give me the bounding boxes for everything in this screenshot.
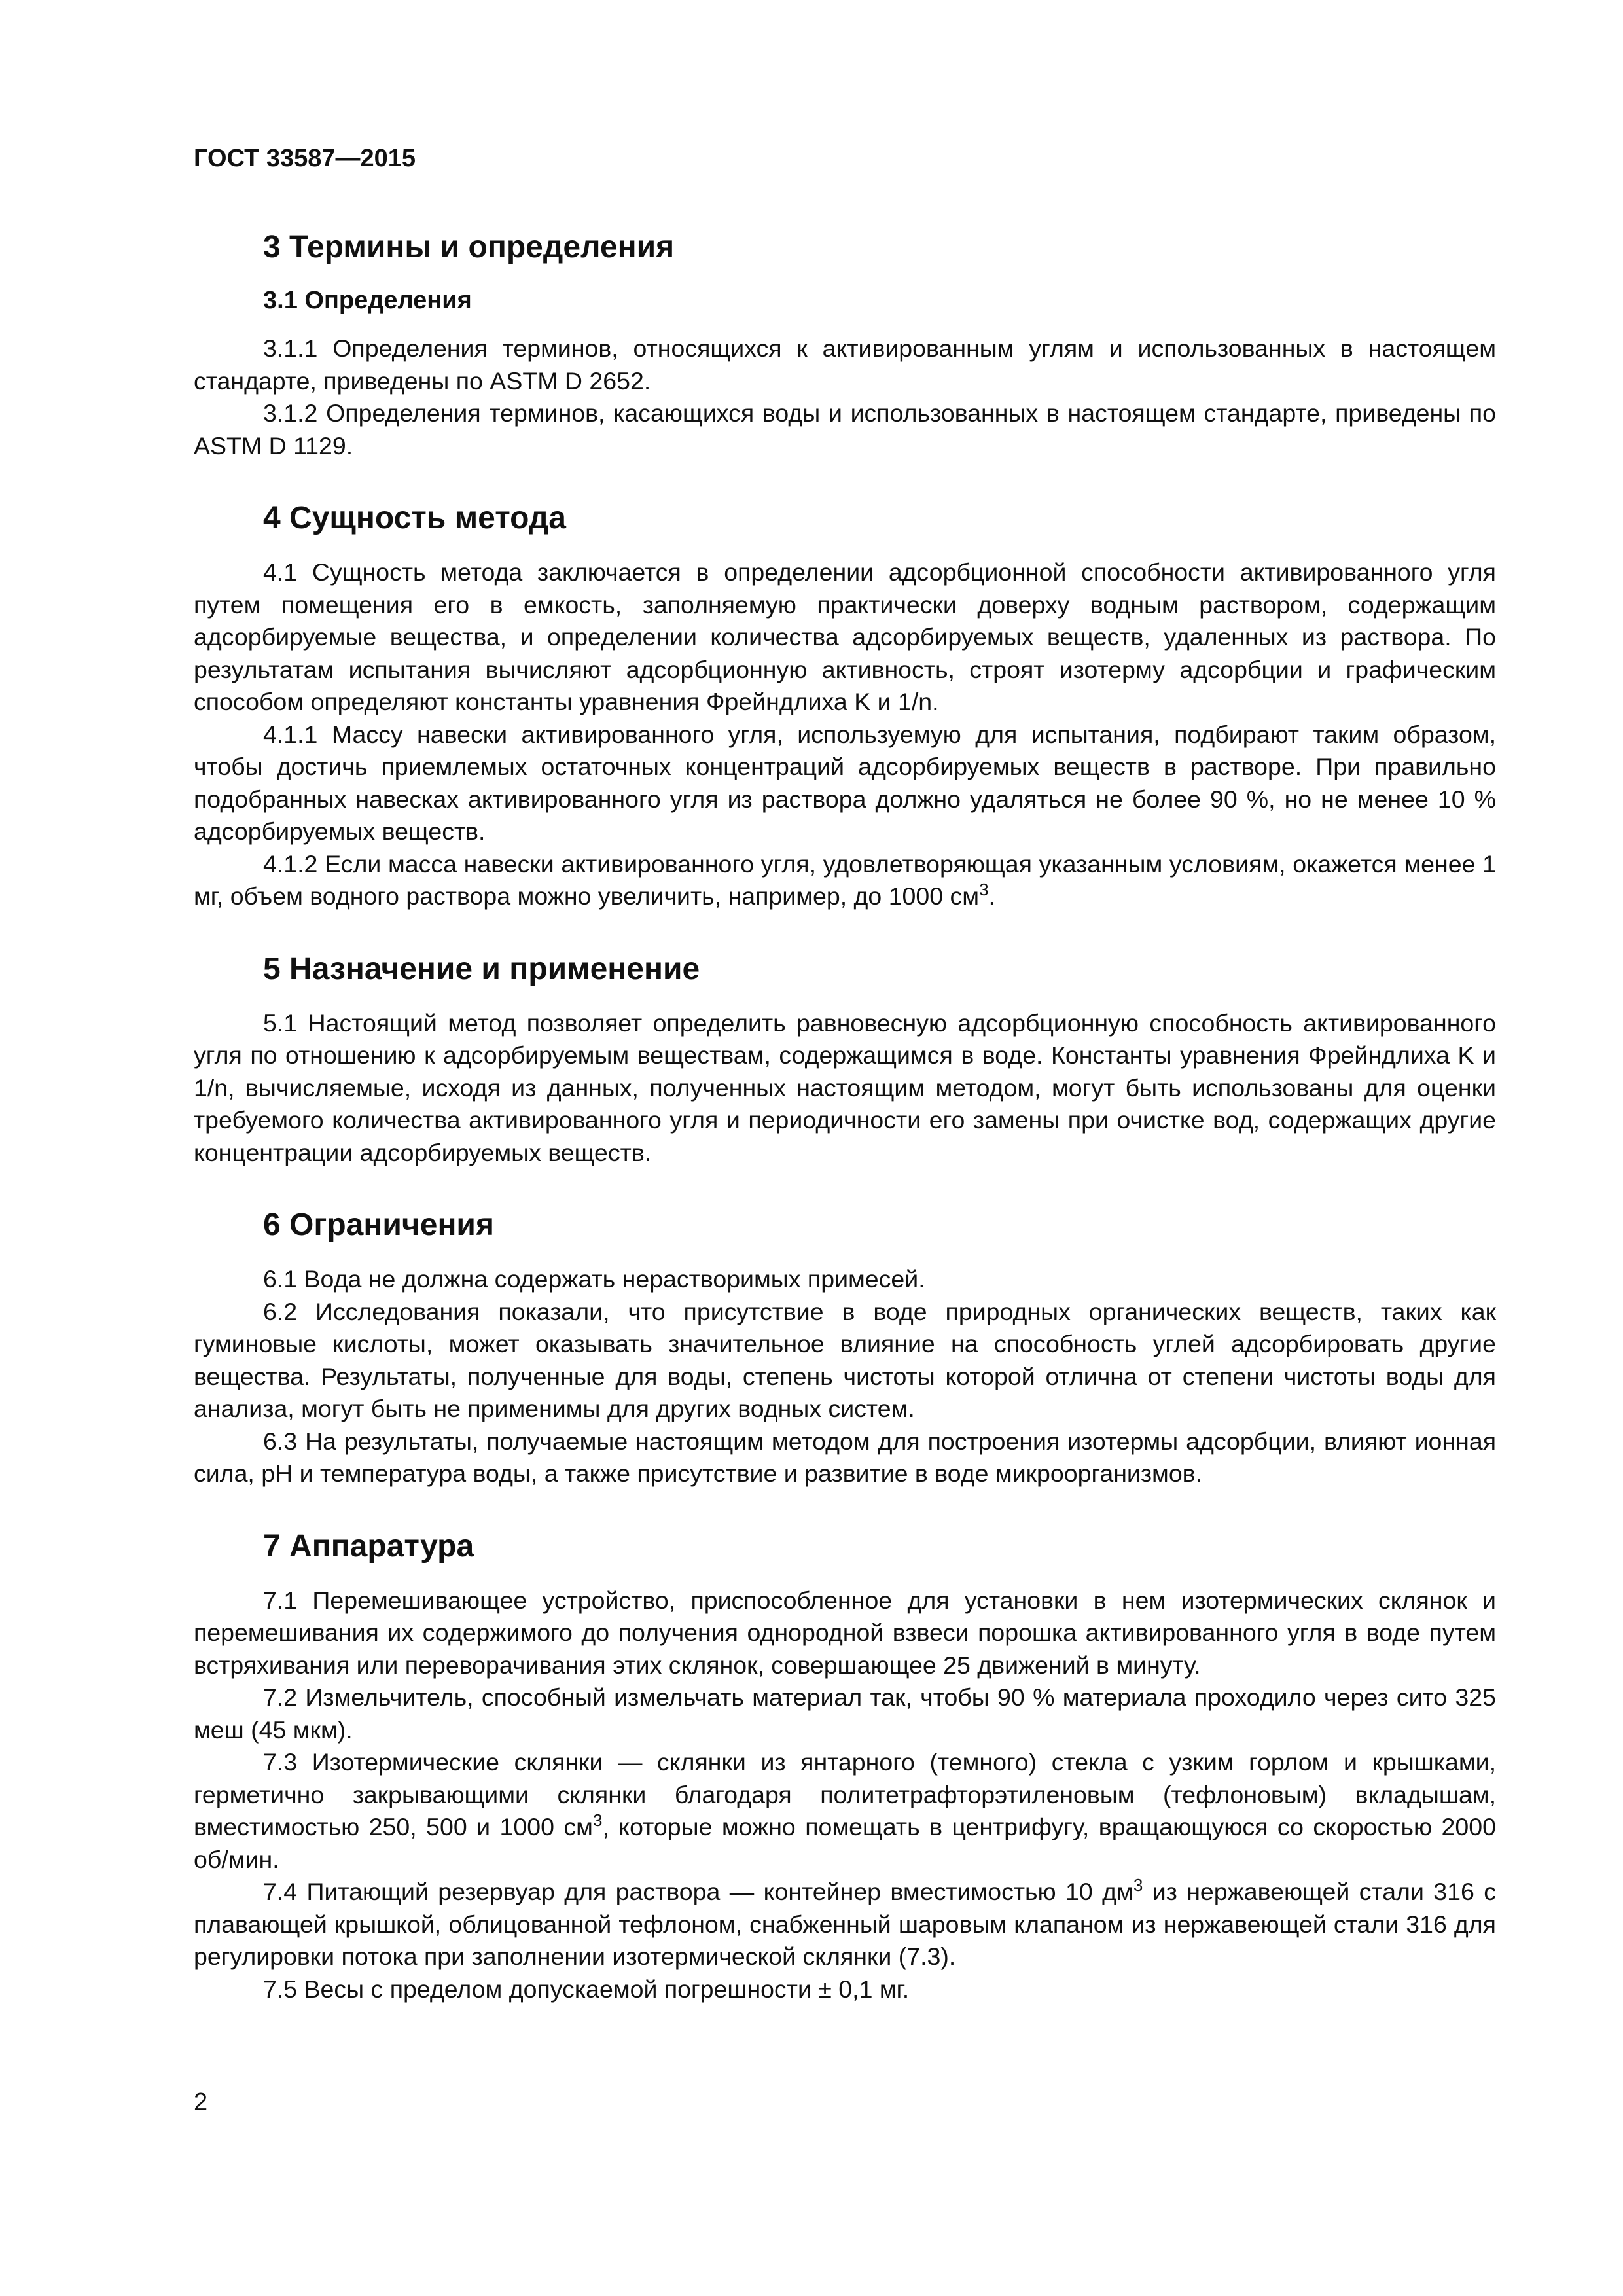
section-3 bbox=[194, 229, 1496, 462]
section-4 bbox=[194, 500, 1496, 913]
paragraph bbox=[194, 1876, 1496, 1973]
paragraph-text: из нержавеющей стали 316 с плавающей крышкой, облицованной тефлоном, снабженный шаровым клапаном из нержавеющей стали 316 для регулировки потока при заполнении изотермической склянки (7.3). bbox=[194, 1878, 1496, 1970]
paragraph-text: . bbox=[988, 882, 995, 910]
paragraph: 7.5 Весы с пределом допускаемой погрешности ± 0,1 мг. bbox=[263, 1975, 910, 2003]
paragraph: 4.1 Сущность метода заключается в определении адсорбционной способности активированного угля путем помещения его в емкость, заполняемую практически доверху водным раствором, содержащим адсорбируемые вещества, и определении количества адсорбируемых веществ, удаленных из раствора. По результатам испытания вычисляют адсорбционную активность, строят изотерму адсорбции и графическим способом определяют константы уравнения Фрейндлиха K и 1/n. bbox=[194, 558, 1496, 715]
paragraph: 3.1.1 Определения терминов, относящихся к активированным углям и использованных в настоящем стандарте, приведены по ASTM D 2652. bbox=[194, 334, 1496, 395]
section-title: 5 Назначение и применение bbox=[263, 951, 700, 986]
document-page bbox=[194, 144, 1496, 2043]
paragraph bbox=[194, 848, 1496, 913]
paragraph: 3.1.2 Определения терминов, касающихся воды и использованных в настоящем стандарте, приведены по ASTM D 1129. bbox=[194, 399, 1496, 459]
paragraph: 6.1 Вода не должна содержать нерастворимых примесей. bbox=[263, 1265, 925, 1293]
paragraph bbox=[194, 1746, 1496, 1876]
section-5 bbox=[194, 951, 1496, 1170]
superscript: 3 bbox=[979, 880, 989, 899]
section-title: 4 Сущность метода bbox=[263, 501, 566, 535]
section-7 bbox=[194, 1528, 1496, 2006]
paragraph: 4.1.1 Массу навески активированного угля, используемую для испытания, подбирают таким образом, чтобы достичь приемлемых остаточных концентраций адсорбируемых веществ в растворе. При правильно подобранных навесках активированного угля из раствора должно удаляться не более 90 %, но не менее 10 % адсорбируемых веществ. bbox=[194, 720, 1496, 845]
document-header: ГОСТ 33587—2015 bbox=[194, 145, 416, 172]
section-6 bbox=[194, 1207, 1496, 1490]
superscript: 3 bbox=[1133, 1875, 1143, 1895]
paragraph-text: 7.4 Питающий резервуар для раствора — контейнер вместимостью 10 дм bbox=[263, 1878, 1133, 1905]
paragraph-text: 4.1.2 Если масса навески активированного угля, удовлетворяющая указанным условиям, окажется менее 1 мг, объем водного раствора можно увеличить, например, до 1000 см bbox=[194, 850, 1496, 910]
section-title: 3 Термины и определения bbox=[263, 230, 675, 264]
superscript: 3 bbox=[592, 1810, 603, 1830]
section-title: 7 Аппаратура bbox=[263, 1528, 474, 1564]
paragraph: 6.3 На результаты, получаемые настоящим методом для построения изотермы адсорбции, влияют ионная сила, pH и температура воды, а также присутствие и развитие в воде микроорганизмов. bbox=[194, 1427, 1496, 1487]
paragraph: 5.1 Настоящий метод позволяет определить равновесную адсорбционную способность активированного угля по отношению к адсорбируемым веществам, содержащимся в воде. Константы уравнения Фрейндлиха K и 1/n, вычисляемые, исходя из данных, полученных настоящим методом, могут быть использованы для оценки требуемого количества активированного угля и периодичности его замены при очистке вод, содержащих другие концентрации адсорбируемых веществ. bbox=[194, 1009, 1496, 1166]
page-number: 2 bbox=[194, 2089, 208, 2116]
subsection-title: 3.1 Определения bbox=[263, 287, 472, 314]
paragraph-text: 7.3 Изотермические склянки — склянки из янтарного (темного) стекла с узким горлом и крышками, герметично закрывающими склянки благодаря политетрафторэтиленовым (тефлоновым) вкладышам, вместимостью 250, 500 и 1000 см bbox=[194, 1748, 1496, 1840]
section-title: 6 Ограничения bbox=[263, 1208, 494, 1242]
paragraph-text: , которые можно помещать в центрифугу, вращающуюся со скоростью 2000 об/мин. bbox=[194, 1813, 1496, 1873]
paragraph: 7.1 Перемешивающее устройство, приспособленное для установки в нем изотермических склянок и перемешивания их содержимого до получения однородной взвеси порошка активированного угля в воде путем встряхивания или переворачивания этих склянок, совершающее 25 движений в минуту. bbox=[194, 1586, 1496, 1679]
paragraph: 6.2 Исследования показали, что присутствие в воде природных органических веществ, таких как гуминовые кислоты, может оказывать значительное влияние на способность углей адсорбировать другие вещества. Результаты, полученные для воды, степень чистоты которой отлична от степени чистоты воды для анализа, могут быть не применимы для других водных систем. bbox=[194, 1297, 1496, 1422]
paragraph: 7.2 Измельчитель, способный измельчать материал так, чтобы 90 % материала проходило через сито 325 меш (45 мкм). bbox=[194, 1683, 1496, 1744]
